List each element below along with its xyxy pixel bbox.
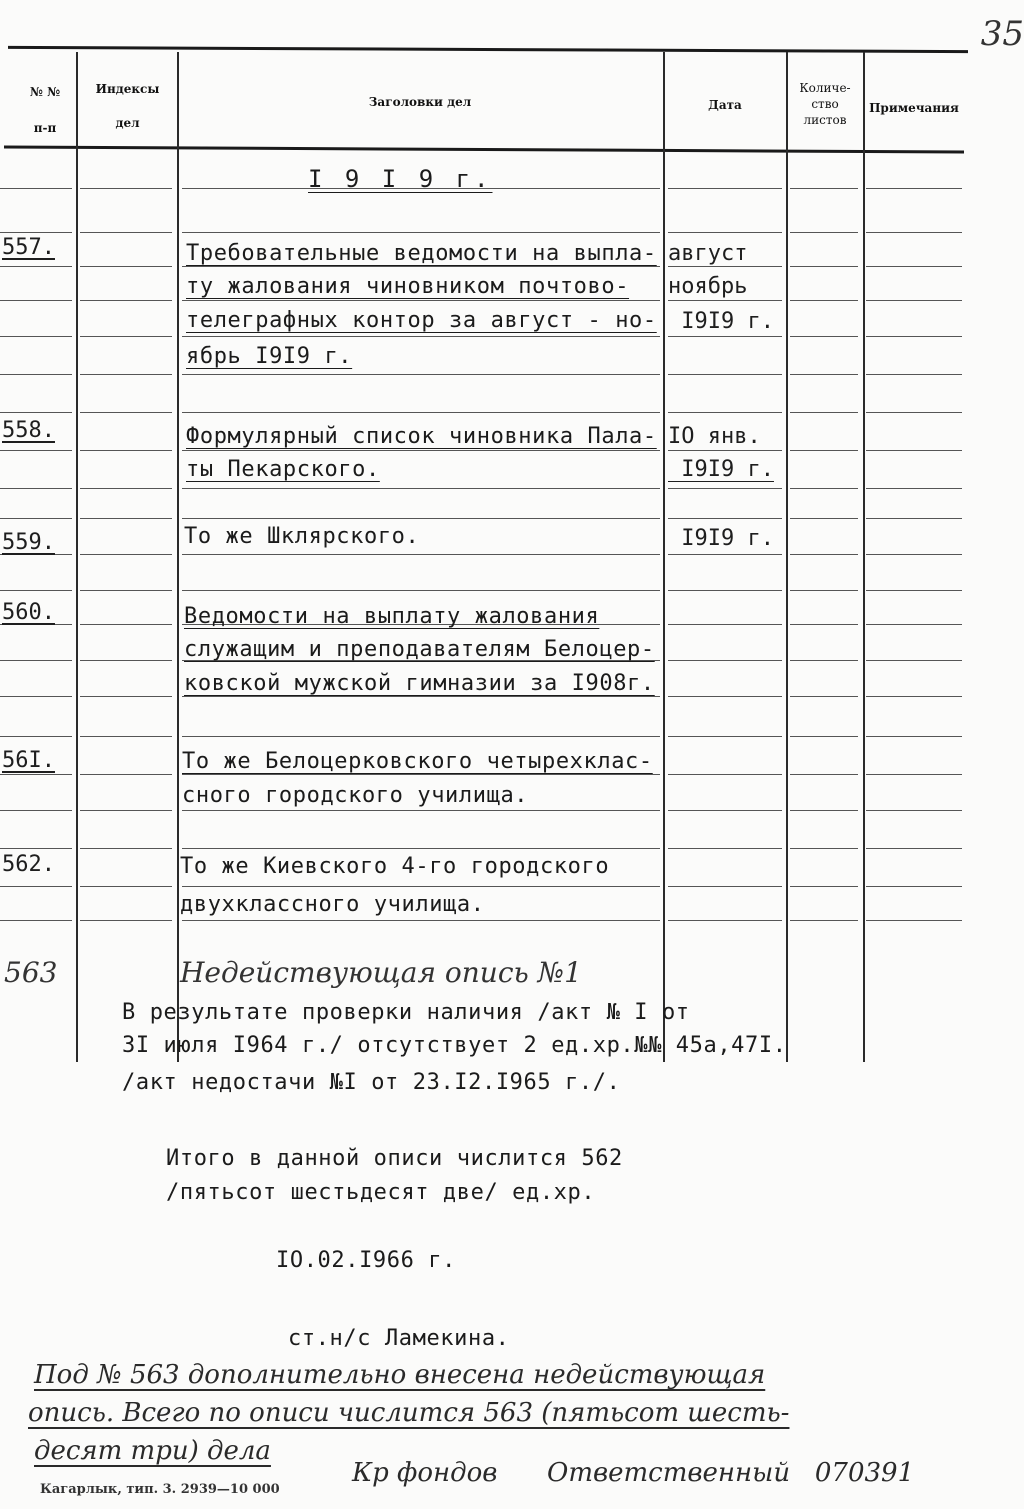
ruled-line-segment	[668, 488, 782, 489]
page-number: 35	[980, 14, 1024, 54]
ruled-line-segment	[668, 920, 782, 921]
ruled-line-segment	[80, 188, 172, 189]
entry-title-line: двухклассного училища.	[180, 892, 485, 917]
ruled-line-segment	[668, 232, 782, 233]
ruled-line-segment	[80, 774, 172, 775]
ruled-line-segment	[790, 554, 858, 555]
closing-line: 3I июля I964 г./ отсутствует 2 ед.хр.№№ 45а,47I.	[122, 1033, 787, 1058]
ruled-line-segment	[80, 300, 172, 301]
ruled-line-segment	[80, 590, 172, 591]
ruled-line-segment	[80, 266, 172, 267]
entry-title-line: ябрь I9I9 г.	[186, 344, 353, 369]
ruled-line-segment	[80, 412, 172, 413]
ruled-line-segment	[866, 554, 962, 555]
header-number: № № п-п	[29, 85, 61, 135]
entry-number: 557.	[2, 235, 55, 260]
ruled-line-segment	[0, 232, 72, 233]
closing-date: IO.02.I966 г.	[276, 1248, 456, 1273]
ruled-line-segment	[0, 696, 72, 697]
ruled-line-segment	[790, 518, 858, 519]
ruled-line-segment	[182, 412, 660, 413]
handwritten-note-line: опись. Всего по описи числится 563 (пятьсот шесть-	[28, 1398, 790, 1428]
entry-title-line: телеграфных контор за август - но-	[186, 308, 657, 333]
ruled-line-segment	[790, 232, 858, 233]
header-index: Индексы дел	[95, 82, 160, 130]
ruled-line-segment	[668, 188, 782, 189]
entry-number: 559.	[2, 530, 55, 555]
ruled-line-segment	[0, 488, 72, 489]
ruled-line-segment	[182, 554, 660, 555]
header-title: Заголовки дел	[368, 95, 472, 109]
ruled-line-segment	[866, 810, 962, 811]
entry-title-line: ковской мужской гимназии за I908г.	[184, 671, 655, 696]
ruled-line-segment	[80, 920, 172, 921]
ruled-line-segment	[790, 300, 858, 301]
ruled-line-segment	[0, 590, 72, 591]
ruled-line-segment	[0, 412, 72, 413]
entry-date-line: I9I9 г.	[668, 309, 774, 334]
ruled-line-segment	[866, 412, 962, 413]
entry-title-line: Формулярный список чиновника Пала-	[186, 424, 657, 449]
entry-number: 558.	[2, 418, 55, 443]
entry-title-line: служащим и преподавателям Белоцер-	[184, 637, 655, 662]
header-sheets: Количе- ство листов	[799, 81, 851, 127]
entry-date-line: ноябрь	[668, 274, 748, 299]
ruled-line-segment	[0, 774, 72, 775]
ruled-line-segment	[866, 920, 962, 921]
ruled-line-segment	[668, 886, 782, 887]
ruled-line-segment	[866, 336, 962, 337]
ruled-line-segment	[668, 518, 782, 519]
ruled-line-segment	[182, 232, 660, 233]
ruled-line-segment	[790, 450, 858, 451]
column-divider	[177, 52, 179, 1062]
total-line: /пятьсот шестьдесят две/ ед.хр.	[166, 1180, 596, 1205]
print-footer: Кагарлык, тип. 3. 2939—10 000	[40, 1482, 280, 1497]
entry-title-line: То же Белоцерковского четырехклас-	[182, 749, 653, 774]
ruled-line-segment	[866, 232, 962, 233]
ruled-line-segment	[0, 518, 72, 519]
ruled-line-segment	[0, 920, 72, 921]
ruled-line-segment	[182, 488, 660, 489]
ruled-line-segment	[0, 450, 72, 451]
entry-date-line: IO янв.	[668, 424, 761, 449]
ruled-line-segment	[790, 188, 858, 189]
column-divider	[863, 52, 865, 1062]
ruled-line-segment	[790, 920, 858, 921]
ruled-line-segment	[80, 696, 172, 697]
ruled-line-segment	[80, 848, 172, 849]
ruled-line-segment	[668, 374, 782, 375]
header-top-rule	[8, 46, 968, 53]
ruled-line-segment	[0, 374, 72, 375]
ruled-line-segment	[80, 886, 172, 887]
ruled-line-segment	[0, 336, 72, 337]
ruled-line-segment	[668, 412, 782, 413]
column-divider	[663, 52, 665, 1062]
ruled-line-segment	[668, 660, 782, 661]
ruled-line-segment	[866, 624, 962, 625]
ruled-line-segment	[866, 848, 962, 849]
signature-line: ст.н/с Ламекина.	[288, 1326, 510, 1351]
ruled-line-segment	[866, 266, 962, 267]
closing-line: В результате проверки наличия /акт № I от	[122, 1000, 690, 1025]
entry-date-line: I9I9 г.	[668, 457, 774, 482]
ruled-line-segment	[866, 886, 962, 887]
ruled-line-segment	[866, 188, 962, 189]
ruled-line-segment	[80, 660, 172, 661]
ruled-line-segment	[668, 848, 782, 849]
ruled-line-segment	[182, 590, 660, 591]
handwritten-note-line: десят три) дела	[34, 1436, 271, 1466]
ruled-line-segment	[790, 374, 858, 375]
ruled-line-segment	[790, 266, 858, 267]
entry-number: 562.	[2, 852, 55, 877]
entry-date-line: I9I9 г.	[668, 526, 774, 551]
ruled-line-segment	[668, 624, 782, 625]
ruled-line-segment	[80, 810, 172, 811]
ruled-line-segment	[866, 300, 962, 301]
ruled-line-segment	[790, 590, 858, 591]
ruled-line-segment	[790, 488, 858, 489]
ruled-line-segment	[80, 450, 172, 451]
entry-number: 560.	[2, 600, 55, 625]
ruled-line-segment	[668, 696, 782, 697]
ruled-line-segment	[790, 810, 858, 811]
ruled-line-segment	[80, 624, 172, 625]
ruled-line-segment	[668, 774, 782, 775]
ruled-line-segment	[790, 886, 858, 887]
header-bottom-rule	[4, 145, 964, 153]
total-line: Итого в данной описи числится 562	[166, 1146, 623, 1171]
ruled-line-segment	[866, 736, 962, 737]
entry-title-line: Требовательные ведомости на выпла-	[186, 241, 657, 266]
ruled-line-segment	[182, 374, 660, 375]
ruled-line-segment	[866, 660, 962, 661]
ruled-line-segment	[790, 696, 858, 697]
entry-title-line: сного городского училища.	[182, 783, 529, 808]
ruled-line-segment	[866, 374, 962, 375]
ruled-line-segment	[80, 736, 172, 737]
ruled-line-segment	[0, 266, 72, 267]
ruled-line-segment	[80, 336, 172, 337]
closing-line: /акт недостачи №I от 23.I2.I965 г./.	[122, 1070, 621, 1095]
handwritten-sign-line: Кр фондов Ответственный 070391	[352, 1458, 915, 1488]
ruled-line-segment	[0, 810, 72, 811]
ruled-line-segment	[866, 518, 962, 519]
ruled-line-segment	[668, 810, 782, 811]
handwritten-entry-number: 563	[4, 956, 58, 989]
column-divider	[786, 52, 788, 1062]
ruled-line-segment	[790, 336, 858, 337]
ruled-line-segment	[80, 488, 172, 489]
ruled-line-segment	[790, 736, 858, 737]
ruled-line-segment	[790, 624, 858, 625]
entry-title-line: ты Пекарского.	[186, 457, 380, 482]
ruled-line-segment	[80, 232, 172, 233]
ruled-line-segment	[0, 886, 72, 887]
ruled-line-segment	[866, 696, 962, 697]
column-divider	[76, 52, 78, 1062]
ruled-line-segment	[80, 374, 172, 375]
entry-title-line: Ведомости на выплату жалования	[184, 604, 600, 629]
ruled-line-segment	[790, 660, 858, 661]
ruled-line-segment	[0, 848, 72, 849]
entry-title-line: ту жалования чиновником почтово-	[186, 274, 630, 299]
ruled-line-segment	[866, 488, 962, 489]
ruled-line-segment	[0, 300, 72, 301]
entry-title-line: То же Шклярского.	[184, 524, 420, 549]
ruled-line-segment	[0, 188, 72, 189]
ruled-line-segment	[80, 518, 172, 519]
ruled-line-segment	[790, 412, 858, 413]
entry-title-line: То же Киевского 4-го городского	[180, 854, 610, 879]
ruled-line-segment	[668, 590, 782, 591]
ruled-line-segment	[866, 774, 962, 775]
ruled-line-segment	[866, 590, 962, 591]
handwritten-entry-text: Недействующая опись №1	[180, 956, 582, 989]
header-notes: Примечания	[869, 101, 959, 115]
year-heading: I 9 I 9 г.	[308, 165, 493, 193]
ruled-line-segment	[0, 660, 72, 661]
handwritten-note-line: Под № 563 дополнительно внесена недействующая	[34, 1360, 766, 1390]
ruled-line-segment	[80, 554, 172, 555]
ruled-line-segment	[790, 774, 858, 775]
header-date: Дата	[708, 98, 742, 112]
ruled-line-segment	[790, 848, 858, 849]
ruled-line-segment	[0, 736, 72, 737]
ruled-line-segment	[182, 736, 660, 737]
ruled-line-segment	[668, 736, 782, 737]
entry-date-line: август	[668, 241, 748, 266]
ruled-line-segment	[866, 450, 962, 451]
entry-number: 56I.	[2, 748, 55, 773]
